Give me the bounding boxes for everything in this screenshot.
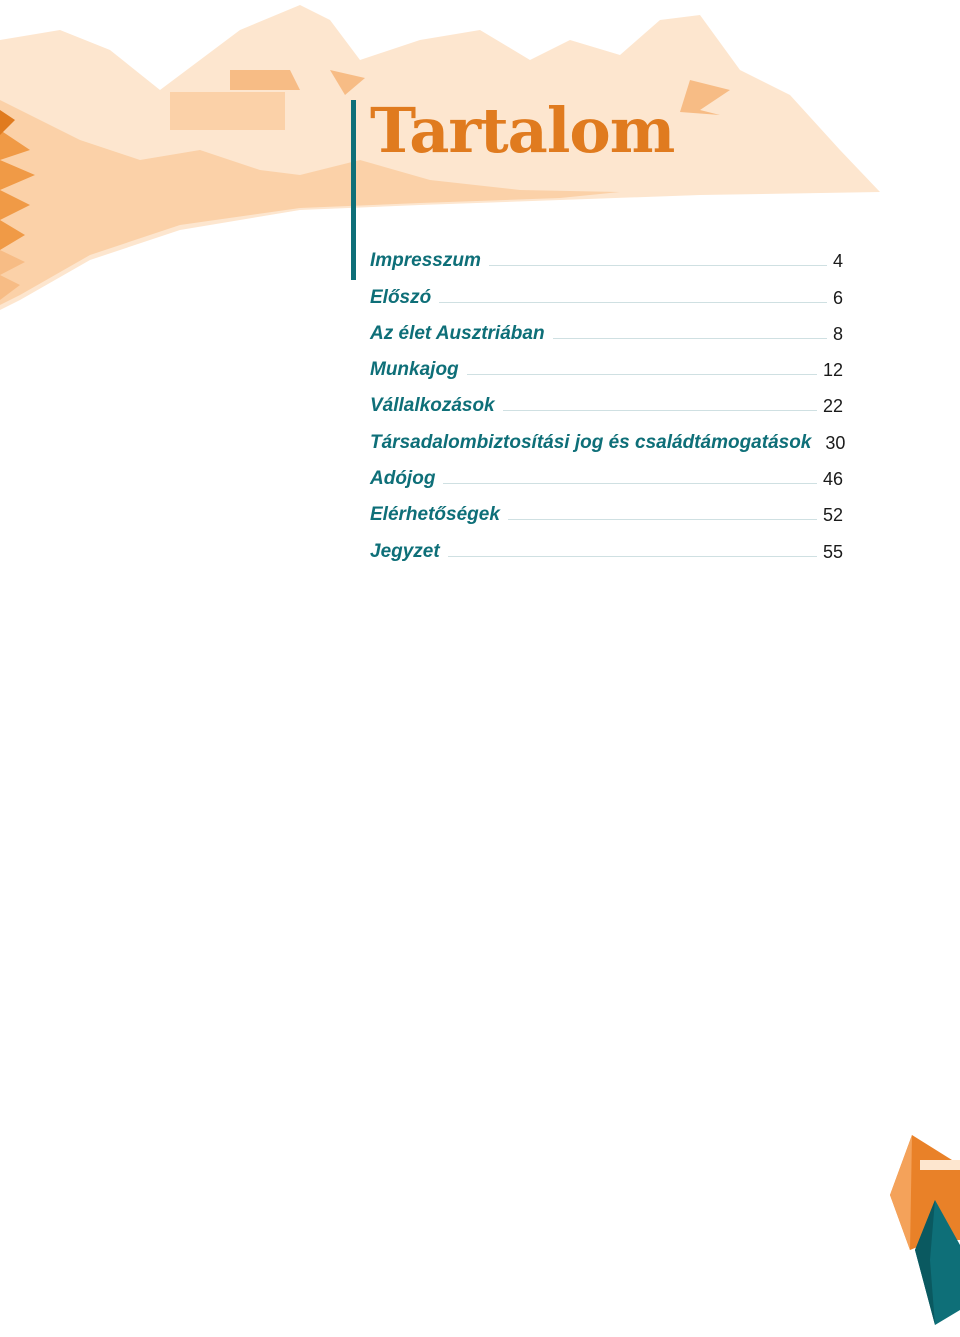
title-accent-bar [351,100,356,280]
toc-entry-page: 46 [822,469,843,490]
toc-entry[interactable] [370,236,843,272]
toc-entry-page: 12 [822,360,843,381]
toc-entry-label: Elérhetőségek [370,504,500,526]
toc-entry-page: 30 [825,432,846,453]
toc-leader-line [489,265,827,266]
toc-entry[interactable] [370,309,843,345]
page-title: Tartalom [370,94,675,167]
toc-entry-page: 4 [832,251,843,272]
toc-leader-line [553,338,827,339]
toc-entry-label: Előszó [370,286,432,308]
toc-entry-label: Társadalombiztosítási jog és családtámogatások [370,431,812,453]
toc-entry-label: Jegyzet [370,540,440,562]
toc-entry-page: 6 [832,287,843,308]
toc-leader-line [448,556,817,557]
toc-leader-line [503,410,817,411]
toc-entry[interactable] [370,526,843,562]
toc-entry[interactable] [370,381,843,417]
toc-entry-label: Adójog [370,468,436,490]
toc-entry[interactable] [370,417,846,453]
toc-entry[interactable] [370,490,843,526]
toc-entry[interactable] [370,272,843,308]
toc-leader-line [467,374,817,375]
toc-entry-page: 52 [822,505,843,526]
toc-leader-line [508,519,817,520]
toc-entry-label: Vállalkozások [370,395,495,417]
toc-leader-line [443,483,817,484]
toc-entry[interactable] [370,345,843,381]
toc-entry-label: Impresszum [370,250,481,272]
toc-entry-page: 55 [822,541,843,562]
toc-leader-line [439,302,827,303]
toc-entry-label: Munkajog [370,359,459,381]
corner-decoration [860,1120,960,1337]
table-of-contents [370,236,846,563]
toc-entry-page: 22 [822,396,843,417]
toc-entry[interactable] [370,454,843,490]
toc-entry-page: 8 [832,323,843,344]
toc-entry-label: Az élet Ausztriában [370,322,545,344]
